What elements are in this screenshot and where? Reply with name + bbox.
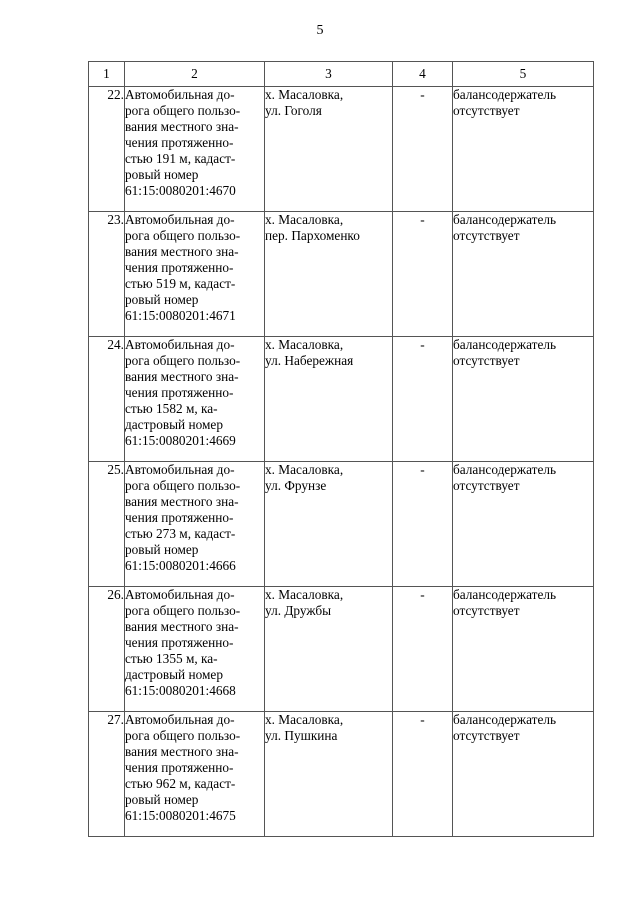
road-description-line: Автомобильная до- [125, 87, 235, 102]
balance-holder-line: балансодержатель [453, 587, 557, 602]
table-body [89, 87, 594, 837]
table-row [89, 87, 594, 212]
road-description-line: чения протяженно- [125, 510, 234, 525]
road-description-line: Автомобильная до- [125, 712, 235, 727]
road-description-line: стью 962 м, кадаст- [125, 776, 236, 791]
balance-holder-line: балансодержатель [453, 212, 557, 227]
balance-holder-line: отсутствует [453, 728, 520, 743]
balance-holder-cell [453, 337, 594, 462]
balance-holder-cell [453, 587, 594, 712]
road-description-line: рога общего пользо- [125, 353, 241, 368]
road-description-line: чения протяженно- [125, 135, 234, 150]
road-description-line: вания местного зна- [125, 119, 239, 134]
location-line: х. Масаловка, [265, 212, 344, 227]
road-description-line: рога общего пользо- [125, 478, 241, 493]
location-line: ул. Фрунзе [265, 478, 327, 493]
road-description-line: вания местного зна- [125, 494, 239, 509]
road-description-line: рога общего пользо- [125, 603, 241, 618]
column-header-5: 5 [453, 62, 594, 87]
road-description-line: стью 1355 м, ка- [125, 651, 218, 666]
road-description-line: вания местного зна- [125, 744, 239, 759]
road-description-line: стью 191 м, кадаст- [125, 151, 236, 166]
location-line: ул. Гоголя [265, 103, 322, 118]
road-description-line: вания местного зна- [125, 244, 239, 259]
road-description-cell [125, 587, 265, 712]
road-description-line: ровый номер [125, 167, 199, 182]
balance-holder-line: отсутствует [453, 353, 520, 368]
location-line: ул. Пушкина [265, 728, 338, 743]
balance-holder-line: балансодержатель [453, 462, 557, 477]
row-number: 26. [89, 587, 125, 712]
location-line: х. Масаловка, [265, 337, 344, 352]
road-description-cell [125, 712, 265, 837]
column-header-3: 3 [265, 62, 393, 87]
location-cell [265, 212, 393, 337]
balance-holder-line: отсутствует [453, 228, 520, 243]
row-number: 25. [89, 462, 125, 587]
road-description-cell [125, 337, 265, 462]
location-line: х. Масаловка, [265, 587, 344, 602]
road-description-line: ровый номер [125, 542, 199, 557]
column-4-value: - [393, 712, 453, 837]
road-description-line: рога общего пользо- [125, 728, 241, 743]
column-header-2: 2 [125, 62, 265, 87]
road-description-line: 61:15:0080201:4668 [125, 683, 236, 698]
road-description-line: 61:15:0080201:4669 [125, 433, 236, 448]
table-row [89, 462, 594, 587]
road-description-line: чения протяженно- [125, 260, 234, 275]
location-line: х. Масаловка, [265, 462, 344, 477]
road-description-line: 61:15:0080201:4675 [125, 808, 236, 823]
location-line: х. Масаловка, [265, 712, 344, 727]
road-description-line: вания местного зна- [125, 369, 239, 384]
road-description-line: вания местного зна- [125, 619, 239, 634]
row-number: 24. [89, 337, 125, 462]
road-description-line: Автомобильная до- [125, 212, 235, 227]
row-number: 23. [89, 212, 125, 337]
road-description-line: 61:15:0080201:4666 [125, 558, 236, 573]
road-description-line: дастровый номер [125, 667, 223, 682]
row-number: 27. [89, 712, 125, 837]
road-description-line: чения протяженно- [125, 635, 234, 650]
table-row [89, 587, 594, 712]
road-description-line: Автомобильная до- [125, 337, 235, 352]
location-line: ул. Набережная [265, 353, 354, 368]
road-description-cell [125, 212, 265, 337]
location-cell [265, 462, 393, 587]
balance-holder-line: отсутствует [453, 478, 520, 493]
road-description-cell [125, 462, 265, 587]
table-row [89, 712, 594, 837]
road-register-table [88, 61, 594, 837]
balance-holder-cell [453, 87, 594, 212]
road-description-line: 61:15:0080201:4671 [125, 308, 236, 323]
column-4-value: - [393, 212, 453, 337]
location-line: пер. Пархоменко [265, 228, 360, 243]
balance-holder-line: балансодержатель [453, 337, 557, 352]
road-description-line: чения протяженно- [125, 385, 234, 400]
location-cell [265, 87, 393, 212]
location-cell [265, 337, 393, 462]
table-row [89, 212, 594, 337]
road-description-line: дастровый номер [125, 417, 223, 432]
road-description-cell [125, 87, 265, 212]
location-cell [265, 712, 393, 837]
road-description-line: ровый номер [125, 292, 199, 307]
location-line: х. Масаловка, [265, 87, 344, 102]
page-number: 5 [316, 23, 324, 38]
location-cell [265, 587, 393, 712]
column-4-value: - [393, 337, 453, 462]
road-description-line: рога общего пользо- [125, 228, 241, 243]
column-4-value: - [393, 87, 453, 212]
column-4-value: - [393, 587, 453, 712]
road-description-line: ровый номер [125, 792, 199, 807]
balance-holder-cell [453, 462, 594, 587]
location-line: ул. Дружбы [265, 603, 332, 618]
table-row [89, 337, 594, 462]
balance-holder-line: отсутствует [453, 103, 520, 118]
road-description-line: стью 1582 м, ка- [125, 401, 218, 416]
road-description-line: 61:15:0080201:4670 [125, 183, 236, 198]
balance-holder-line: отсутствует [453, 603, 520, 618]
balance-holder-line: балансодержатель [453, 87, 557, 102]
road-description-line: рога общего пользо- [125, 103, 241, 118]
balance-holder-line: балансодержатель [453, 712, 557, 727]
road-description-line: чения протяженно- [125, 760, 234, 775]
road-description-line: стью 273 м, кадаст- [125, 526, 236, 541]
row-number: 22. [89, 87, 125, 212]
column-4-value: - [393, 462, 453, 587]
table-header-row [89, 62, 594, 87]
balance-holder-cell [453, 212, 594, 337]
road-description-line: Автомобильная до- [125, 462, 235, 477]
road-description-line: Автомобильная до- [125, 587, 235, 602]
column-header-1: 1 [89, 62, 125, 87]
column-header-4: 4 [393, 62, 453, 87]
road-description-line: стью 519 м, кадаст- [125, 276, 236, 291]
balance-holder-cell [453, 712, 594, 837]
